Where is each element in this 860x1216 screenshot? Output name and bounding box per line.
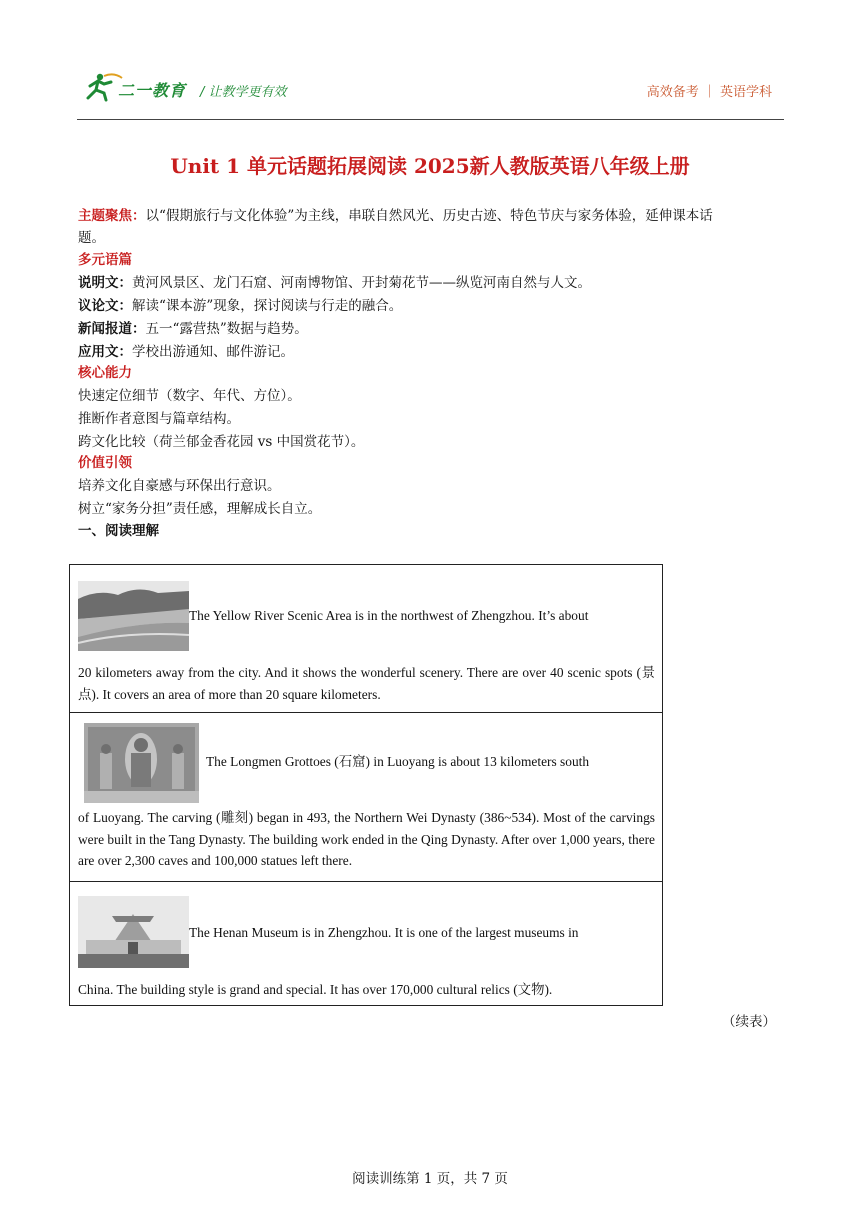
brand-name: 二一教育 bbox=[118, 81, 187, 100]
genre-label: 议论文： bbox=[78, 298, 132, 314]
genre-item bbox=[78, 295, 402, 317]
genre-text: 五一“露营热”数据与趋势。 bbox=[145, 321, 308, 337]
page-title: Unit 1 单元话题拓展阅读 2025新人教版英语八年级上册 bbox=[170, 154, 690, 178]
brand-slogan: / 让教学更有效 bbox=[200, 85, 287, 100]
skill-item: 快速定位细节（数字、年代、方位）。 bbox=[78, 388, 301, 404]
reading-table bbox=[69, 564, 663, 1006]
passage-row bbox=[70, 713, 662, 882]
header-subject-label: 高效备考 ｜ 英语学科 bbox=[646, 85, 772, 100]
theme-line-2: 题。 bbox=[78, 230, 105, 246]
theme-line bbox=[78, 205, 713, 227]
longmen-grottoes-photo-icon bbox=[84, 723, 199, 803]
genre-item bbox=[78, 272, 591, 294]
genre-text: 解读“课本游”现象，探讨阅读与行走的融合。 bbox=[132, 298, 403, 314]
continued-note: （续表） bbox=[722, 1014, 776, 1030]
yellow-river-photo-icon bbox=[78, 581, 189, 651]
skills-heading: 核心能力 bbox=[78, 365, 132, 381]
value-item: 树立“家务分担”责任感，理解成长自立。 bbox=[78, 501, 322, 517]
values-heading: 价值引领 bbox=[78, 455, 132, 471]
passage-first-line: The Yellow River Scenic Area is in the northwest of Zhengzhou. It’s about bbox=[189, 608, 589, 623]
theme-text: 以“假期旅行与文化体验”为主线，串联自然风光、历史古迹、特色节庆与家务体验，延伸课本话 bbox=[145, 208, 713, 224]
genre-label: 新闻报道： bbox=[78, 321, 146, 337]
theme-label: 主题聚焦： bbox=[78, 208, 146, 224]
genre-item bbox=[78, 318, 308, 340]
header-divider bbox=[77, 119, 784, 120]
skill-item: 推断作者意图与篇章结构。 bbox=[78, 411, 240, 427]
value-item: 培养文化自豪感与环保出行意识。 bbox=[78, 478, 281, 494]
skill-item: 跨文化比较（荷兰郁金香花园 vs 中国赏花节）。 bbox=[78, 434, 365, 450]
passage-body: 20 kilometers away from the city. And it shows the wonderful scenery. There are over 40 scenic spots (景点). It covers an area of more than 20 square kilometers. bbox=[78, 665, 655, 702]
passage-body: of Luoyang. The carving (雕刻) began in 493, the Northern Wei Dynasty (386~534). Most of the carvings were built in the Tang Dynasty. The building work ended in the Qing Dynasty. After over 1,000 years, there are over 2,300 caves and 100,000 statues left there. bbox=[78, 810, 655, 868]
genre-label: 说明文： bbox=[78, 275, 132, 291]
passage-first-line: The Longmen Grottoes (石窟) in Luoyang is about 13 kilometers south bbox=[206, 754, 590, 769]
genre-item bbox=[78, 341, 294, 363]
passage-first-line: The Henan Museum is in Zhengzhou. It is one of the largest museums in bbox=[189, 925, 579, 940]
page-footer: 阅读训练第 1 页，共 7 页 bbox=[352, 1171, 508, 1187]
genre-text: 学校出游通知、邮件游记。 bbox=[132, 344, 294, 360]
henan-museum-photo-icon bbox=[78, 896, 189, 968]
passage-body: China. The building style is grand and special. It has over 170,000 cultural relics (文物). bbox=[78, 982, 553, 997]
genres-heading: 多元语篇 bbox=[78, 252, 132, 268]
genre-text: 黄河风景区、龙门石窟、河南博物馆、开封菊花节——纵览河南自然与人文。 bbox=[132, 275, 591, 291]
genre-label: 应用文： bbox=[78, 344, 132, 360]
section-heading: 一、阅读理解 bbox=[78, 523, 159, 539]
passage-row bbox=[70, 882, 662, 1007]
passage-row bbox=[70, 565, 662, 713]
